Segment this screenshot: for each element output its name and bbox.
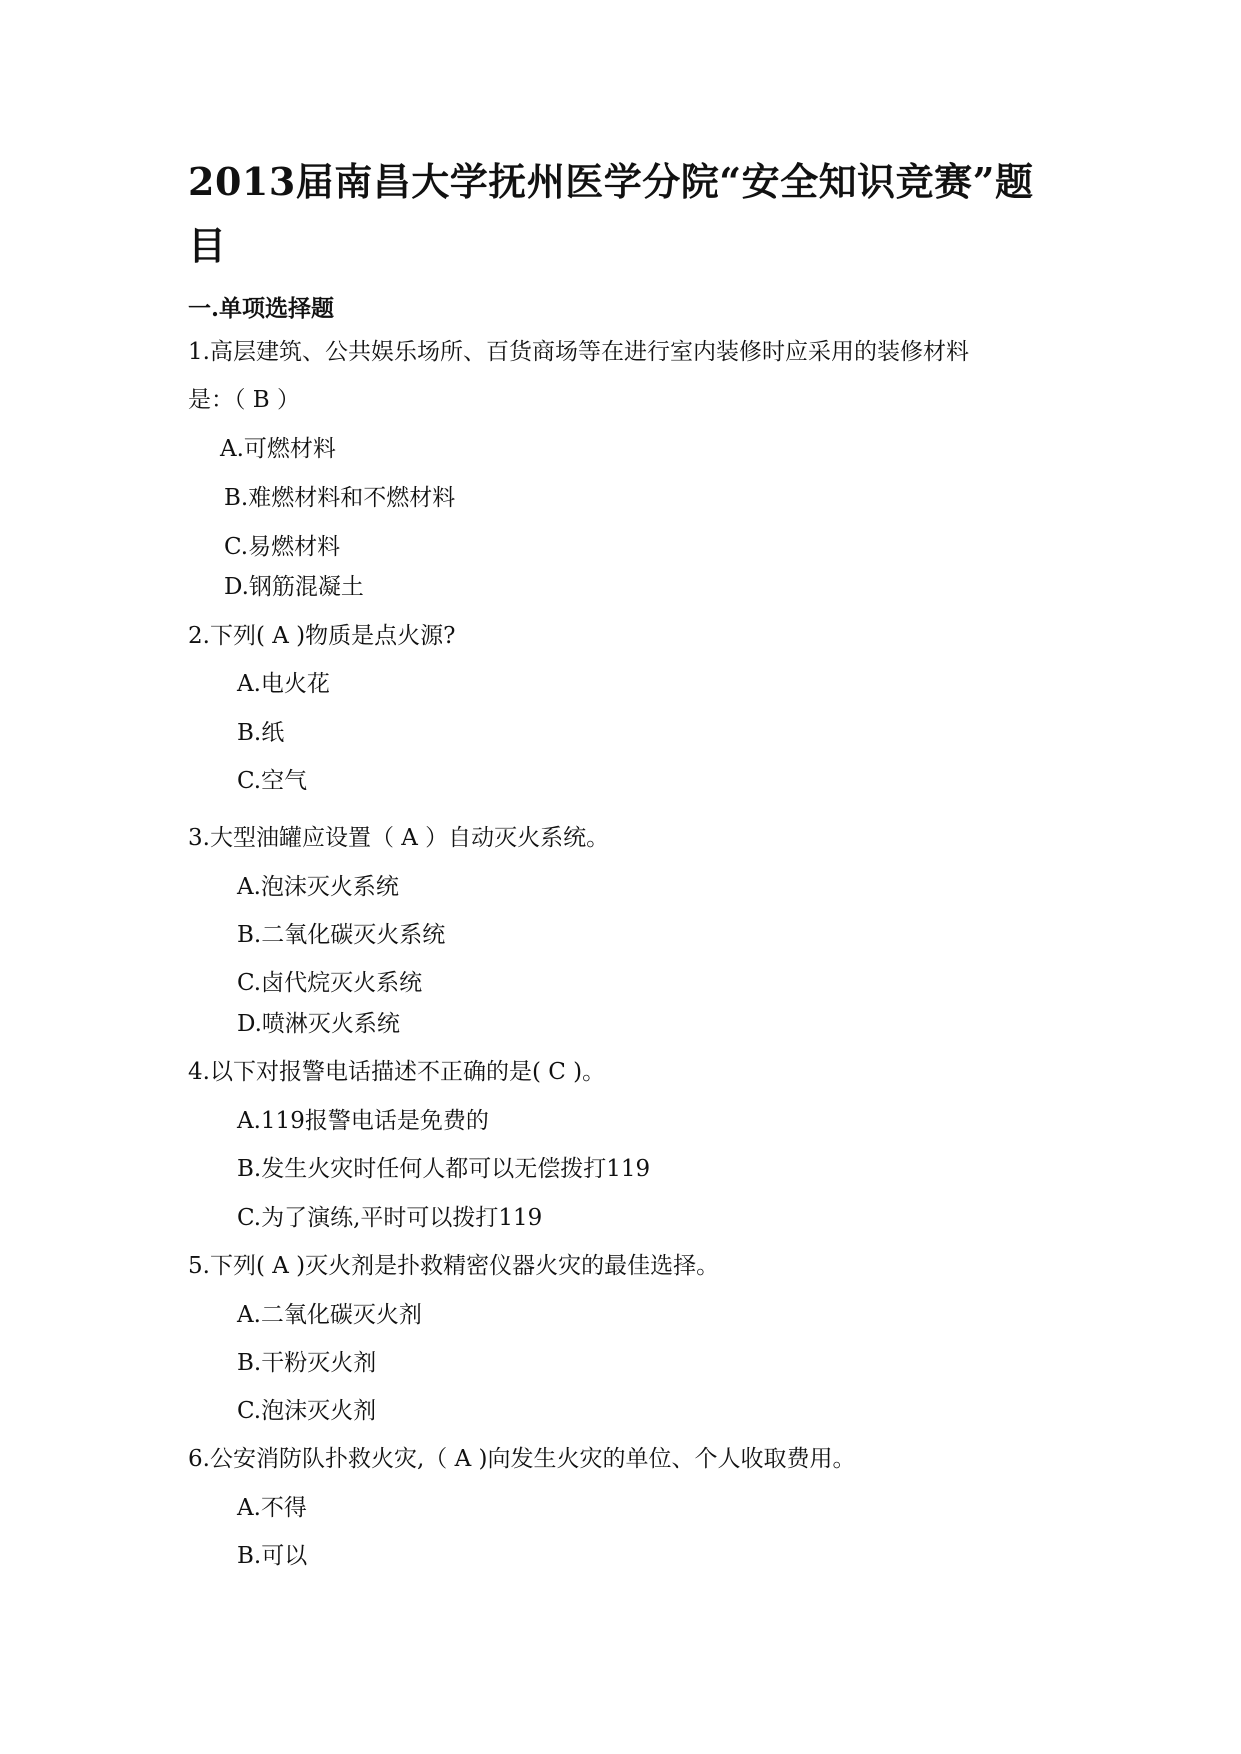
question-6-stem: 6.公安消防队扑救火灾,（ A )向发生火灾的单位、个人收取费用。	[188, 1446, 856, 1472]
question-1-stem-line-2: 是：（ B ）	[188, 387, 301, 413]
question-3-option-d: D.喷淋灭火系统	[237, 1011, 400, 1037]
question-1-option-a: A.可燃材料	[220, 436, 336, 462]
question-6-option-a: A.不得	[237, 1495, 307, 1521]
question-1-option-d: D.钢筋混凝土	[224, 574, 364, 600]
question-3-option-a: A.泡沫灭火系统	[237, 874, 399, 900]
question-2-option-a: A.电火花	[237, 671, 330, 697]
question-2-option-c: C.空气	[237, 768, 308, 794]
question-5-option-c: C.泡沫灭火剂	[237, 1398, 377, 1424]
question-5-option-b: B.干粉灭火剂	[237, 1350, 377, 1376]
question-4-stem: 4.以下对报警电话描述不正确的是( C )。	[188, 1059, 606, 1085]
section-heading: 一.单项选择题	[188, 295, 335, 322]
question-1-stem-line-1: 1.高层建筑、公共娱乐场所、百货商场等在进行室内装修时应采用的装修材料	[188, 339, 969, 365]
document-title: 2013届南昌大学抚州医学分院“安全知识竞赛”题目	[188, 159, 1034, 268]
question-3-option-b: B.二氧化碳灭火系统	[237, 922, 446, 948]
question-5-option-a: A.二氧化碳灭火剂	[237, 1302, 422, 1328]
question-6-option-b: B.可以	[237, 1543, 308, 1569]
question-2-option-b: B.纸	[237, 720, 285, 746]
question-4-option-c: C.为了演练,平时可以拨打119	[237, 1205, 543, 1231]
question-1-option-c: C.易燃材料	[224, 534, 341, 560]
question-4-option-b: B.发生火灾时任何人都可以无偿拨打119	[237, 1156, 651, 1182]
question-3-stem: 3.大型油罐应设置（ A ）自动灭火系统。	[188, 825, 610, 851]
question-5-stem: 5.下列( A )灭火剂是扑救精密仪器火灾的最佳选择。	[188, 1253, 720, 1279]
question-2-stem: 2.下列( A )物质是点火源?	[188, 623, 456, 649]
question-1-option-b: B.难燃材料和不燃材料	[224, 485, 456, 511]
question-3-option-c: C.卤代烷灭火系统	[237, 970, 423, 996]
question-4-option-a: A.119报警电话是免费的	[237, 1108, 489, 1134]
